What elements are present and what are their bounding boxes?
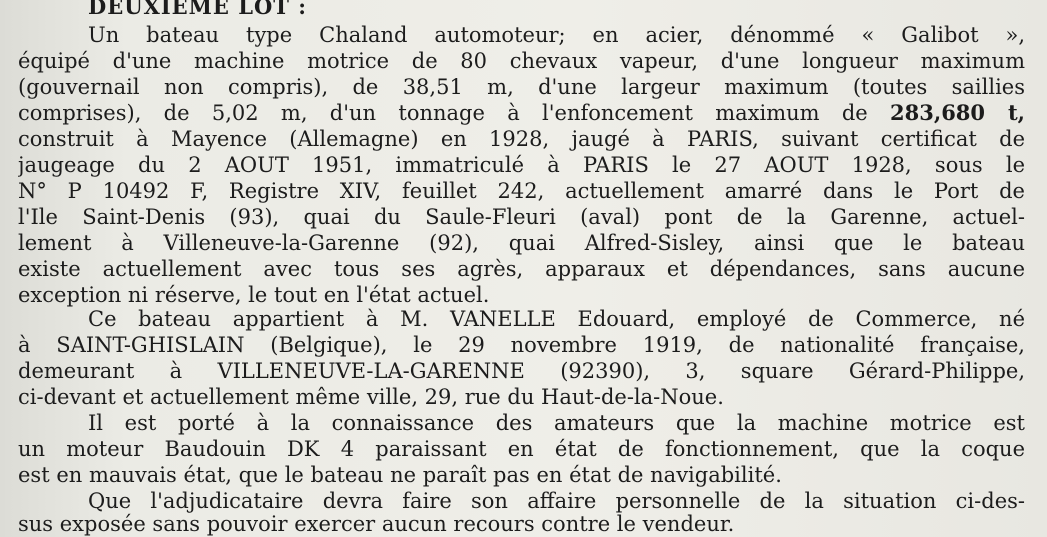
- paragraph-line: sus exposée sans pouvoir exercer aucun recours contre le vendeur.: [18, 512, 735, 536]
- paragraph-line: à SAINT-GHISLAIN (Belgique), le 29 novembre 1919, de nationalité française,: [18, 333, 1025, 357]
- paragraph-line: N° P 10492 F, Registre XIV, feuillet 242, actuellement amarré dans le Port de: [18, 179, 1025, 203]
- paragraph-line-tonnage: [18, 100, 1025, 126]
- paragraph-line: Que l'adjudicataire devra faire son affaire personnelle de la situation ci-des-: [88, 489, 1025, 513]
- paragraph-line: est en mauvais état, que le bateau ne paraît pas en état de navigabilité.: [18, 463, 782, 487]
- paragraph-line: l'Ile Saint-Denis (93), quai du Saule-Fleuri (aval) pont de la Garenne, actuel-: [18, 205, 1025, 229]
- paragraph-line: Un bateau type Chaland automoteur; en acier, dénommé « Galibot »,: [88, 23, 1025, 47]
- paragraph-line: construit à Mayence (Allemagne) en 1928, jaugé à PARIS, suivant certificat de: [18, 127, 1025, 151]
- paragraph-line: jaugeage du 2 AOUT 1951, immatriculé à PARIS le 27 AOUT 1928, sous le: [18, 153, 1025, 177]
- paragraph-line: Il est porté à la connaissance des amateurs que la machine motrice est: [88, 411, 1025, 435]
- paragraph-line: exception ni réserve, le tout en l'état actuel.: [18, 283, 490, 307]
- paragraph-line: un moteur Baudouin DK 4 paraissant en état de fonctionnement, que la coque: [18, 437, 1025, 461]
- paragraph-line: existe actuellement avec tous ses agrès, apparaux et dépendances, sans aucune: [18, 257, 1025, 281]
- paragraph-line: demeurant à VILLENEUVE-LA-GARENNE (92390), 3, square Gérard-Philippe,: [18, 359, 1025, 383]
- paragraph-line: ci-devant et actuellement même ville, 29, rue du Haut-de-la-Noue.: [18, 385, 724, 409]
- paragraph-line: lement à Villeneuve-la-Garenne (92), quai Alfred-Sisley, ainsi que le bateau: [18, 231, 1025, 255]
- tonnage-value: 283,680 t,: [890, 100, 1025, 125]
- paragraph-line: (gouvernail non compris), de 38,51 m, d'une largeur maximum (toutes saillies: [18, 75, 1025, 99]
- tonnage-text: comprises), de 5,02 m, d'un tonnage à l'enfoncement maximum de: [18, 101, 868, 125]
- paragraph-line: Ce bateau appartient à M. VANELLE Edouard, employé de Commerce, né: [88, 307, 1025, 331]
- section-heading: DEUXIEME LOT :: [88, 0, 307, 19]
- paragraph-line: équipé d'une machine motrice de 80 chevaux vapeur, d'une longueur maximum: [18, 49, 1025, 73]
